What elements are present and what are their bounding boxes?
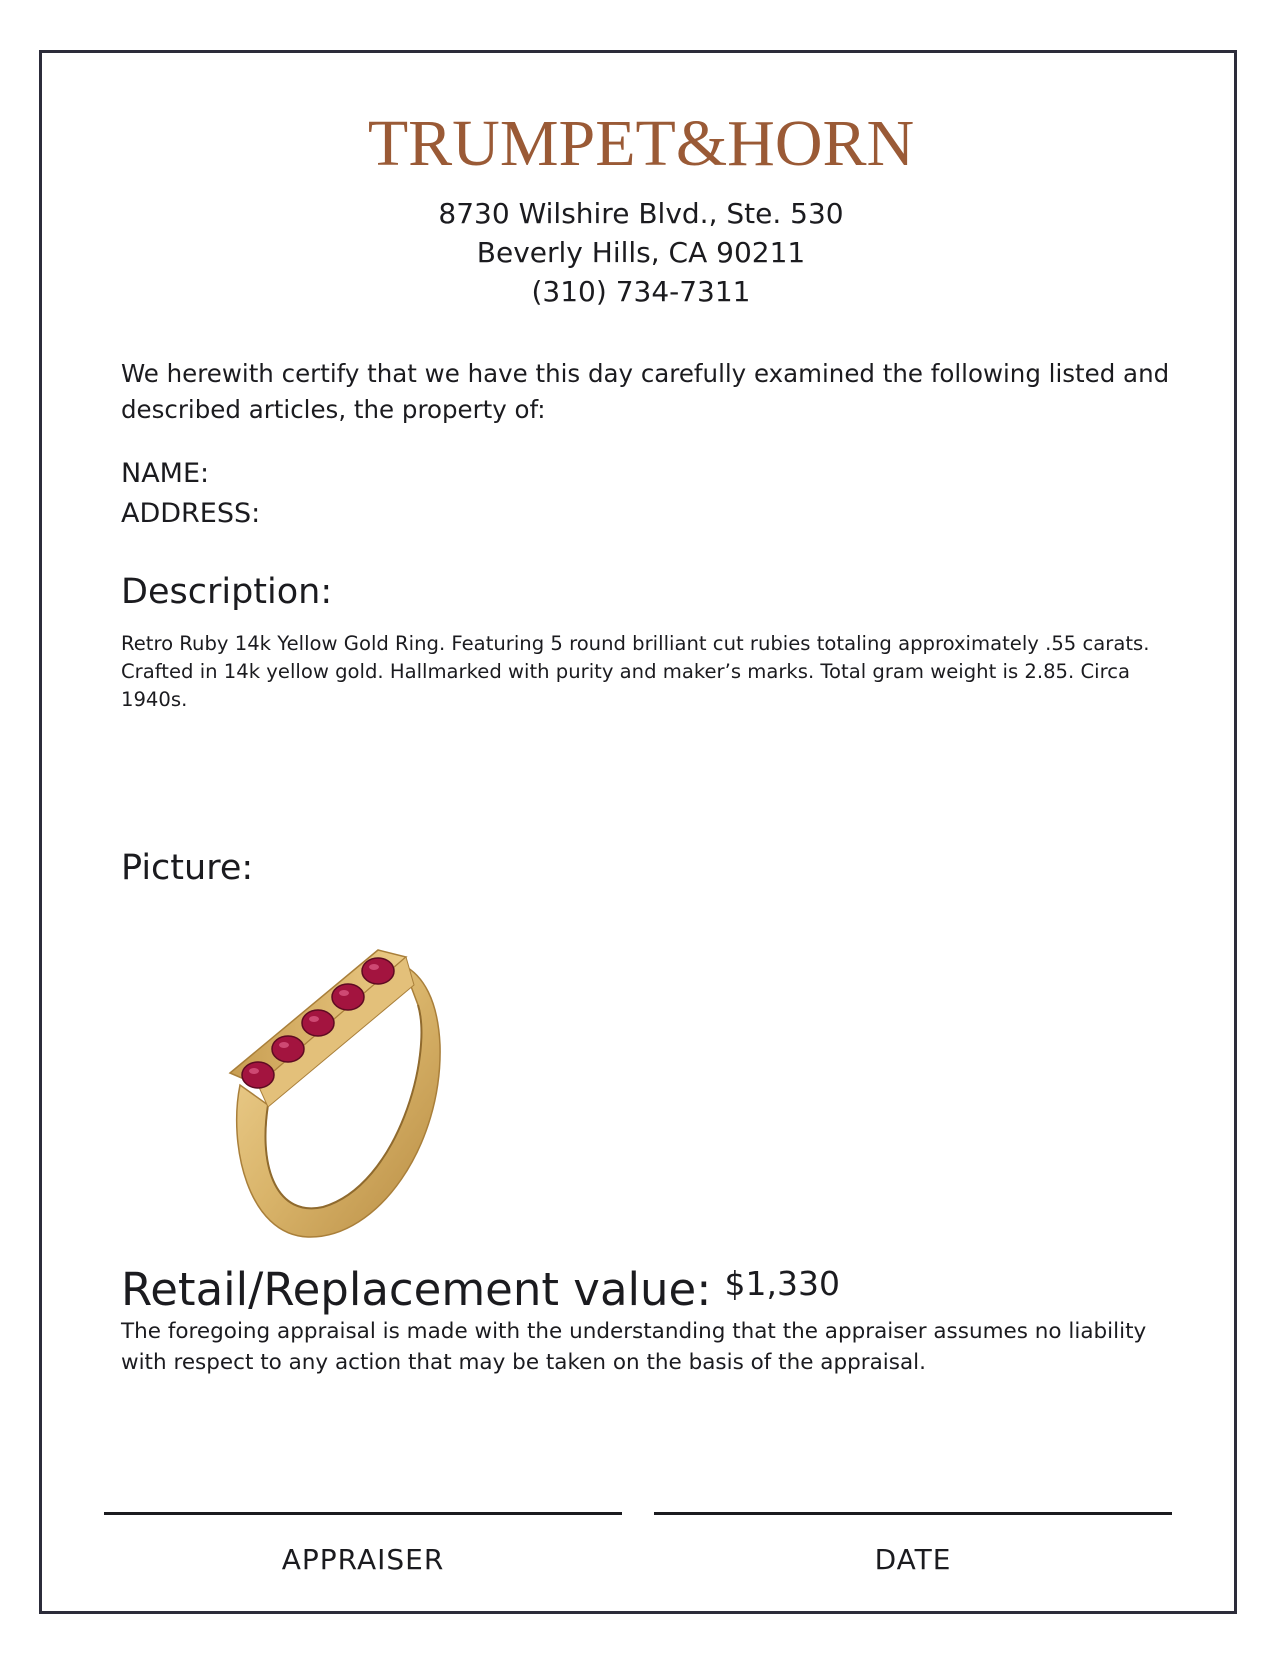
date-signature-line	[654, 1512, 1172, 1515]
valuation-row	[121, 1262, 840, 1318]
ruby-highlight	[309, 1016, 319, 1022]
description-heading: Description:	[121, 572, 333, 612]
ruby-stone	[272, 1036, 304, 1062]
certification-statement: We herewith certify that we have this day carefully examined the following listed and described articles, the property of:	[121, 359, 1170, 424]
ruby-highlight	[279, 1042, 289, 1048]
ruby-stone	[302, 1010, 334, 1036]
valuation-amount: $1,330	[724, 1264, 840, 1303]
address-city: Beverly Hills, CA 90211	[476, 236, 806, 269]
date-label: DATE	[874, 1543, 952, 1576]
ruby-stone	[242, 1062, 274, 1088]
ruby-row	[242, 958, 394, 1088]
address-field-label: ADDRESS:	[121, 498, 261, 529]
ruby-highlight	[339, 990, 349, 996]
store-phone: (310) 734-7311	[531, 275, 751, 308]
ruby-stone	[332, 984, 364, 1010]
appraiser-label: APPRAISER	[281, 1543, 445, 1576]
picture-heading: Picture:	[121, 848, 254, 888]
brand-logo: TRUMPET&HORN	[367, 107, 915, 180]
appraiser-signature-line	[104, 1512, 622, 1515]
ruby-highlight	[249, 1068, 259, 1074]
name-field-label: NAME:	[121, 458, 210, 489]
ring-illustration	[228, 945, 468, 1245]
liability-disclaimer: The foregoing appraisal is made with the understanding that the appraiser assumes no liability with respect to any action that may be taken on the basis of the appraisal.	[121, 1319, 1147, 1375]
ruby-stone	[362, 958, 394, 984]
store-address	[0, 194, 1282, 311]
address-street: 8730 Wilshire Blvd., Ste. 530	[438, 197, 844, 230]
ruby-highlight	[369, 964, 379, 970]
valuation-label: Retail/Replacement value:	[121, 1263, 712, 1316]
description-text: Retro Ruby 14k Yellow Gold Ring. Featuring 5 round brilliant cut rubies totaling approximately .55 carats. Crafted in 14k yellow gold. Hallmarked with purity and maker’s marks. Total gram weight is 2.85. Circa 1940s.	[121, 632, 1150, 711]
